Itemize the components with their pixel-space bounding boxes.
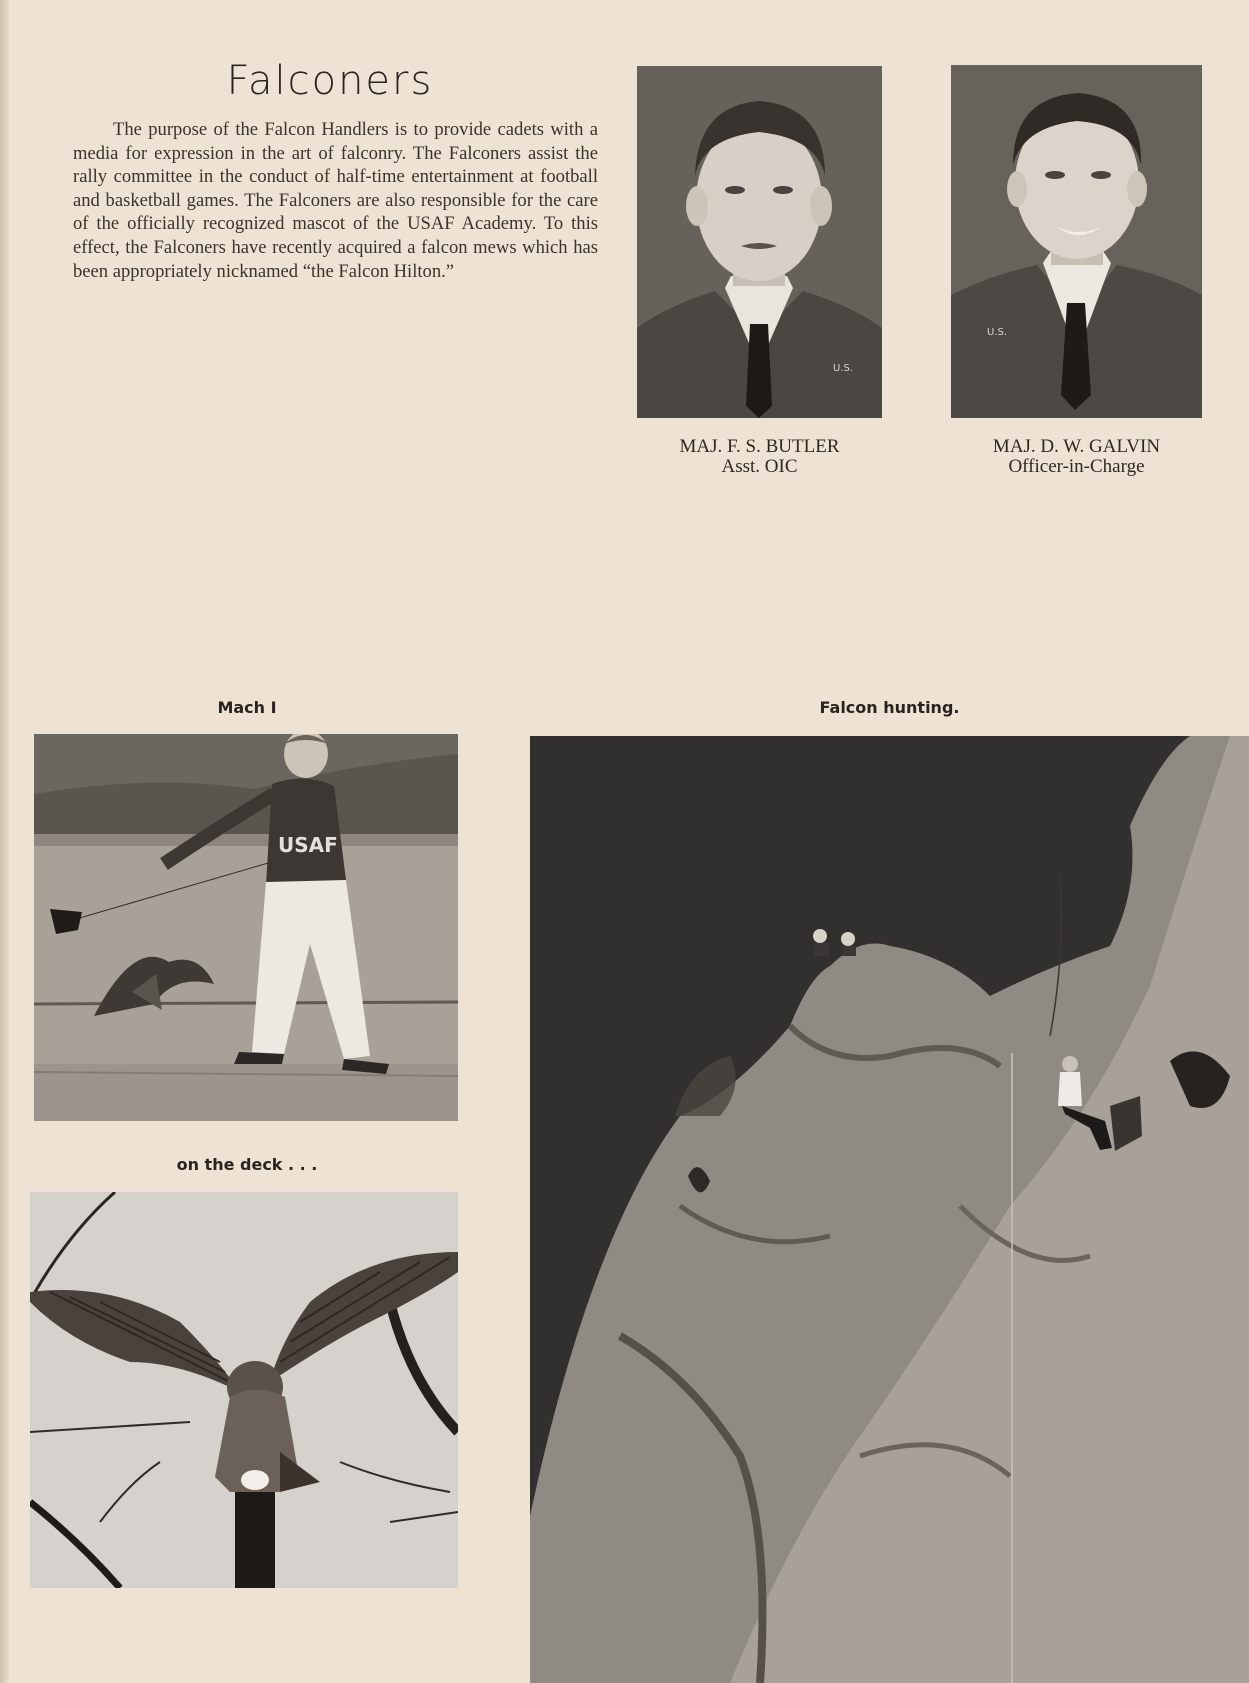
wings-photo-label: on the deck . . . bbox=[176, 1155, 318, 1174]
officer-name: MAJ. D. W. GALVIN bbox=[992, 436, 1161, 457]
hunting-photo-label: Falcon hunting. bbox=[819, 698, 960, 717]
falcon-hunting-photo bbox=[530, 736, 1249, 1683]
officer-title: Officer-in-Charge bbox=[1008, 456, 1145, 477]
caption-butler bbox=[637, 437, 882, 477]
lure-photo-label: Mach I bbox=[217, 698, 277, 717]
portrait-galvin bbox=[951, 65, 1202, 418]
insignia-text: U.S. bbox=[833, 363, 854, 374]
officer-title: Asst. OIC bbox=[721, 456, 798, 477]
sweater-lettering: USAF bbox=[278, 833, 338, 857]
officer-name: MAJ. F. S. BUTLER bbox=[679, 436, 840, 457]
page-binding-edge bbox=[0, 0, 9, 1683]
lure-swinging-photo bbox=[34, 734, 458, 1121]
caption-galvin bbox=[951, 437, 1202, 477]
falcon-wings-photo bbox=[30, 1192, 458, 1588]
portrait-butler bbox=[637, 66, 882, 418]
insignia-text: U.S. bbox=[987, 327, 1008, 338]
page-title: Falconers bbox=[226, 58, 434, 104]
intro-paragraph: The purpose of the Falcon Handlers is to provide cadets with a media for expression in the art of falconry. The Falconers assist the rally committee in the conduct of half-time entertainment at football and basketball games. The Falconers are also responsible for the care of the officially recognized mascot of the USAF Academy. To this effect, the Falconers have recently acquired a falcon mews which has been appropriately nicknamed “the Falcon Hilton.” bbox=[73, 119, 598, 282]
